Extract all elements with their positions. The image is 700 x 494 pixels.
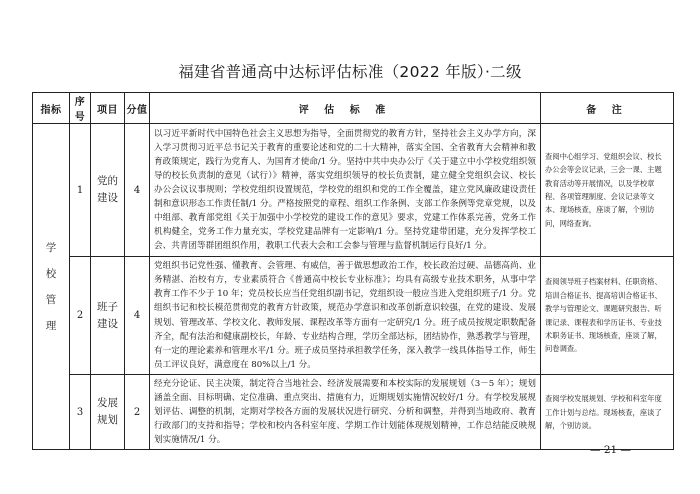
score-cell: 4: [125, 124, 150, 257]
item-cell: [91, 375, 125, 450]
remarks-cell: 查阅学校发展规划、学校和科室年度工作计划与总结。现场核查，座谈了解，个别访谈。: [541, 375, 674, 450]
seq-cell: 3: [70, 375, 91, 450]
indicator-char: 管: [45, 293, 57, 306]
table-header-row: [33, 93, 674, 124]
item-label: 党的: [97, 175, 118, 187]
indicator-char: 理: [45, 319, 57, 332]
item-label: 班子: [97, 300, 118, 313]
item-label: 发展: [97, 397, 118, 410]
seq-cell: 2: [70, 257, 91, 375]
indicator-char: 学: [45, 241, 57, 254]
page-title: 福建省普通高中达标评估标准（2022 年版）·二级: [178, 63, 522, 81]
standards-table: [32, 92, 674, 450]
criteria-cell: 以习近平新时代中国特色社会主义思想为指导，全面贯彻党的教育方针，坚持社会主义办学方向，深入学习贯彻习近平总书记关于教育的重要论述和党的二十大精神，落实全国、全省教育大会精神和教育政策规定，践行为党育人、为国育才使命/1 分。坚持中共中央办公厅《关于建立中小学校党组织领导的校长负责制的意见（试行）》精神，落实党组织领导的校长负责制，建立健全党组织会议、校长办公会议议事规则；学校党组织设置规范，学校党的组织和党的工作全覆盖，建立党风廉政建设责任制和意识形态工作责任制/1 分。严格按照党的章程、组织工作条例、支部工作条例等党章党规，以及中组部、教育部党组《关于加强中小学校党的建设工作的意见》要求，党建工作体系完善，党务工作机构健全，党务工作力量充实，学校党建品牌有一定影响/1 分。坚持党建带团建，充分发挥学校工会、共青团等群团组织作用，教职工代表大会和工会参与管理与监督机制运行良好/1 分。: [150, 124, 541, 257]
header-indicator: 指标: [33, 93, 70, 124]
table-row: [33, 257, 674, 375]
header-seq: 序号: [70, 93, 91, 124]
header-score: 分值: [125, 93, 150, 124]
criteria-cell: 经充分论证、民主决策，制定符合当地社会、经济发展需要和本校实际的发展规划（3－5 年）；规划涵盖全面、目标明确、定位准确、重点突出、措施有力，近期规划实施情况较好/1 分。有学校发展规划评估、调整的机制，定期对学校各方面的发展状况进行研究、分析和调整，并得到当地政府、教育行政部门的支持和指导；学校和校内各科室年度、学期工作计划能体现规划精神，工作总结能反映规划实施情况/1 分。: [150, 375, 541, 450]
item-cell: [91, 257, 125, 375]
table-row: [33, 375, 674, 450]
remarks-cell: 查阅中心组学习、党组织会议、校长办公会等会议记录，三会一课、主题教育活动等开展情况，以及学校章程、各项管理制度、会议记录等文本、现场核查，座谈了解，个别访问，网络查询。: [541, 124, 674, 257]
score-cell: 2: [125, 375, 150, 450]
item-label: 建设: [97, 317, 118, 330]
header-criteria: 评 估 标 准: [150, 93, 541, 124]
score-cell: 4: [125, 257, 150, 375]
page-number: — 21 —: [590, 444, 632, 456]
header-item: 项目: [91, 93, 125, 124]
remarks-cell: 查阅领导班子档案材料、任职资格、培训合格证书、提高培训合格证书、教学与管理论文、课题研究报告、听课记录、课程表和学历证书、专业技术职务证书、现场核查，座谈了解，问卷调查。: [541, 257, 674, 375]
item-label: 建设: [97, 192, 118, 204]
table-row: [33, 124, 674, 257]
indicator-cell: [33, 124, 70, 450]
header-remarks: 备 注: [541, 93, 674, 124]
item-cell: [91, 124, 125, 257]
seq-cell: 1: [70, 124, 91, 257]
indicator-char: 校: [45, 267, 57, 280]
criteria-cell: 党组织书记党性强、懂教育、会管理、有威信，善于做思想政治工作，校长政治过硬、品德高尚、业务精湛、治校有方，专业素质符合《普通高中校长专业标准》；均具有高级专业技术职务，从事中学教育工作不少于 10 年；党员校长应当任党组织副书记，党组织设一般应当进入党组织班子/1 分。党组织书记和校长模范贯彻党的教育方针政策，规范办学意识和改革创新意识较强，在党的建设、发展规划、管理改革、学校文化、教师发展、课程改革等方面有一定研究/1 分。班子成员按规定职数配备齐全，配有法治和健康副校长，年龄、专业结构合理，学历全部达标，团结协作，熟悉教学与管理，有一定的理论素养和管理水平/1 分。班子成员坚持承担教学任务，深入教学一线具体指导工作，师生员工评议良好，满意度在 80%以上/1 分。: [150, 257, 541, 375]
item-label: 规划: [97, 414, 118, 427]
